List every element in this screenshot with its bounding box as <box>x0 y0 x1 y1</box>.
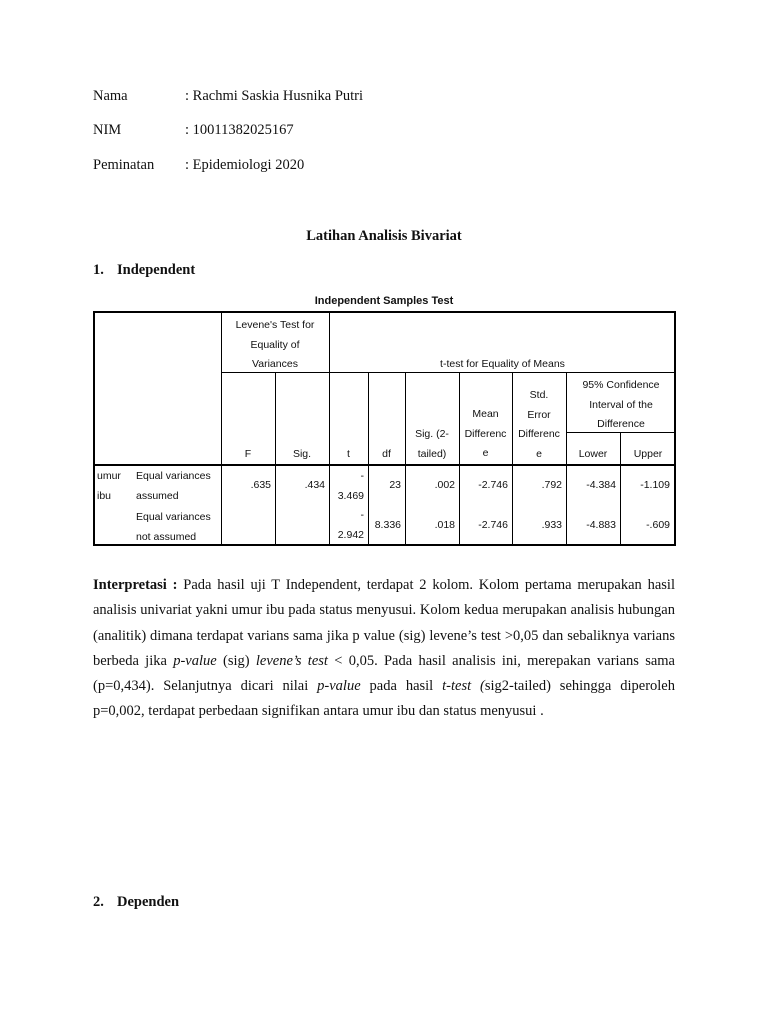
header-levene: Levene's Test for Equality of Variances <box>235 319 315 370</box>
section-2-number: 2. <box>93 894 104 910</box>
col-header-mean-diff: Mean Differenc e <box>464 408 507 459</box>
interpretation-label: Interpretasi : <box>93 577 178 593</box>
interpretation-text-1: Pada hasil uji T Independent, terdapat 2 kolom. Kolom pertama merupakan hasil analisis univariat yakni umur ibu pada status menyusui. Kolom kedua merupakan analisis hubungan (analitik) dimana terdapat varians sama jika p value (sig) levene’s test >0,05 dan sebaliknya varians berbeda jika <box>93 577 675 669</box>
value-peminatan: : Epidemiologi 2020 <box>185 157 305 173</box>
row-1-sig2: .002 <box>434 479 455 491</box>
col-header-std-error-diff: Std. Error Differenc e <box>518 389 560 460</box>
row-1-t: - 3.469 <box>337 470 364 502</box>
document-title: Latihan Analisis Bivariat <box>306 228 462 244</box>
header-ttest: t-test for Equality of Means <box>440 358 565 370</box>
row-2-upper: -.609 <box>646 519 670 531</box>
row-2-lower: -4.883 <box>586 519 616 531</box>
label-peminatan: Peminatan <box>93 157 155 173</box>
label-nim: NIM <box>93 122 122 138</box>
col-header-t: t <box>347 448 350 460</box>
section-2-title: Dependen <box>117 894 180 910</box>
row-2-mean-diff: -2.746 <box>478 519 508 531</box>
interpretation-italic-3: p-value <box>317 678 361 695</box>
table-title: Independent Samples Test <box>314 295 454 307</box>
value-nama: : Rachmi Saskia Husnika Putri <box>185 88 364 104</box>
table-border-top <box>93 311 676 313</box>
label-nama: Nama <box>93 88 128 104</box>
row-1-df: 23 <box>389 479 401 491</box>
col-header-sig: Sig. <box>292 448 312 460</box>
row-1-std-error-diff: .792 <box>541 479 562 491</box>
interpretation-text-5: sig2-tailed) sehingga diperoleh p=0,002, terdapat perbedaan signifikan antara umur ibu dan status menyusui . <box>93 678 675 720</box>
row-1-f: .635 <box>250 479 271 491</box>
interpretation-italic-2: levene’s test <box>255 652 328 669</box>
col-header-df: df <box>382 448 391 460</box>
interpretation-italic-4: t-test ( <box>442 678 485 695</box>
row-1-sig: .434 <box>304 479 325 491</box>
section-1-number: 1. <box>93 262 104 278</box>
col-header-lower: Lower <box>578 448 608 460</box>
row-1-lower: -4.384 <box>586 479 616 491</box>
col-header-sig2: Sig. (2- tailed) <box>415 428 449 460</box>
interpretation-text-2: (sig) <box>216 652 256 669</box>
interpretation-text-4: pada hasil <box>360 678 443 695</box>
interpretation-paragraph <box>93 573 675 725</box>
row-1-upper: -1.109 <box>640 479 670 491</box>
row-2-std-error-diff: .933 <box>541 519 562 531</box>
col-header-upper: Upper <box>633 448 663 460</box>
interpretation-text-3: < 0,05. Pada hasil analisis ini, merepakan varians sama (p=0,434). Selanjutnya dicari nilai <box>93 652 675 695</box>
value-nim: : 10011382025167 <box>185 122 294 138</box>
row-2-df: 8.336 <box>374 519 401 531</box>
row-2-sig2: .018 <box>434 519 455 531</box>
col-header-f: F <box>244 448 252 460</box>
header-confidence-interval: 95% Confidence Interval of the Difference <box>582 379 660 430</box>
row-2-t: - 2.942 <box>337 509 364 541</box>
section-1-title: Independent <box>117 262 196 278</box>
interpretation-italic-1: p-value <box>173 652 217 669</box>
row-1-mean-diff: -2.746 <box>478 479 508 491</box>
independent-samples-table <box>93 311 676 546</box>
table-border-left <box>93 311 95 546</box>
row-2-label: Equal variances not assumed <box>136 511 211 543</box>
row-variable-label: umur ibu <box>97 470 121 502</box>
row-1-label: Equal variances assumed <box>136 470 211 502</box>
